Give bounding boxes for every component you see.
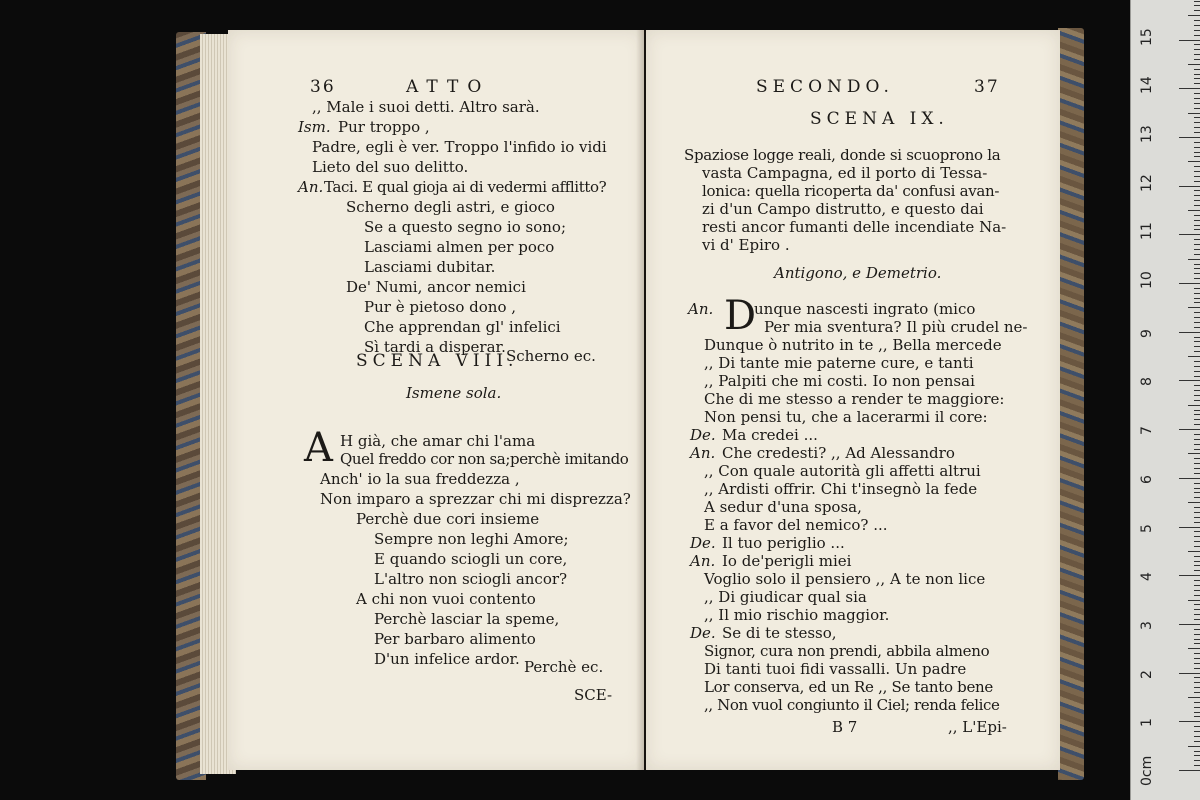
ruler-tick: [1194, 643, 1200, 644]
verse-line: ,, Con quale autorità gli affetti altrui: [704, 462, 981, 480]
ruler-tick: [1194, 59, 1200, 60]
verse-line: Ma credei ...: [722, 426, 818, 444]
ruler-tick: [1188, 600, 1200, 601]
verse-line: D'un infelice ardor.: [374, 650, 520, 668]
ruler-label: 2: [1139, 669, 1155, 679]
speaker-label: De.: [690, 534, 716, 552]
ruler-tick: [1194, 755, 1200, 756]
drop-cap: A: [304, 425, 333, 471]
ruler-tick: [1194, 351, 1200, 352]
verse-line: ,, Palpiti che mi costi. Io non pensai: [704, 372, 975, 390]
ruler-tick: [1194, 215, 1200, 216]
verse-line: Non imparo a sprezzar chi mi disprezza?: [320, 490, 631, 508]
ruler-tick: [1194, 765, 1200, 766]
verse-line: Non pensi tu, che a lacerarmi il core:: [704, 408, 988, 426]
ruler-tick: [1179, 575, 1200, 576]
ruler-tick: [1179, 624, 1200, 625]
ruler-tick: [1194, 390, 1200, 391]
ruler-tick: [1194, 361, 1200, 362]
verse-line: Taci. E qual gioja ai di vedermi afflitto?: [324, 178, 607, 196]
ruler-tick: [1194, 142, 1200, 143]
verse-line: Il tuo periglio ...: [722, 534, 845, 552]
ruler-tick: [1194, 337, 1200, 338]
ruler-tick: [1194, 531, 1200, 532]
ruler-tick: [1194, 322, 1200, 323]
ruler-tick: [1194, 400, 1200, 401]
ruler-tick: [1188, 161, 1200, 162]
ruler-tick: [1194, 736, 1200, 737]
verse-line: Che credesti? ,, Ad Alessandro: [722, 444, 955, 462]
ruler-tick: [1194, 677, 1200, 678]
verse-line: Pur è pietoso dono ,: [364, 298, 517, 316]
ruler-label: 0cm: [1139, 755, 1155, 786]
verse-line: ,, Di giudicar qual sia: [704, 588, 867, 606]
verse-line: Che apprendan gl' infelici: [364, 318, 561, 336]
repeat-cue: Perchè ec.: [524, 658, 604, 676]
ruler-tick: [1194, 5, 1200, 6]
ruler-tick: [1188, 405, 1200, 406]
ruler-tick: [1194, 712, 1200, 713]
speaker-label: Ism.: [298, 118, 331, 136]
verse-line: H già, che amar chi l'ama: [340, 432, 536, 450]
ruler-tick: [1179, 527, 1200, 528]
verse-line: Se di te stesso,: [722, 624, 837, 642]
ruler-label: 15: [1139, 27, 1155, 46]
verse-line: Io de'perigli miei: [722, 552, 852, 570]
ruler-tick: [1194, 424, 1200, 425]
stage-direction: Spaziose logge reali, donde si scuoprono la: [684, 146, 1001, 164]
ruler-tick: [1194, 35, 1200, 36]
ruler-tick: [1194, 108, 1200, 109]
ruler-label: 7: [1139, 426, 1155, 436]
verse-line: ,, Ardisti offrir. Chi t'insegnò la fede: [704, 480, 978, 498]
ruler-tick: [1194, 54, 1200, 55]
verse-line: E quando sciogli un core,: [374, 550, 568, 568]
verse-line: unque nascesti ingrato (mico: [754, 300, 976, 318]
ruler-tick: [1188, 502, 1200, 503]
ruler-tick: [1194, 702, 1200, 703]
verse-line: Pur troppo ,: [338, 118, 430, 136]
verse-line: ,, Di tante mie paterne cure, e tanti: [704, 354, 974, 372]
ruler-tick: [1194, 83, 1200, 84]
ruler-tick: [1194, 327, 1200, 328]
catchword: ,, L'Epi-: [948, 718, 1007, 736]
ruler-tick: [1194, 565, 1200, 566]
verse-line: Sempre non leghi Amore;: [374, 530, 569, 548]
ruler-tick: [1188, 697, 1200, 698]
ruler-tick: [1179, 332, 1200, 333]
ruler-tick: [1194, 30, 1200, 31]
verse-line: Quel freddo cor non sa;perchè imitando: [340, 450, 629, 468]
verse-line: Perchè due cori insieme: [356, 510, 540, 528]
ruler-tick: [1194, 98, 1200, 99]
ruler-tick: [1194, 707, 1200, 708]
ruler-tick: [1188, 15, 1200, 16]
ruler-tick: [1194, 522, 1200, 523]
ruler-tick: [1194, 580, 1200, 581]
ruler-tick: [1194, 278, 1200, 279]
ruler-tick: [1194, 205, 1200, 206]
ruler-tick: [1194, 483, 1200, 484]
ruler-tick: [1194, 69, 1200, 70]
ruler-tick: [1194, 439, 1200, 440]
ruler-tick: [1188, 210, 1200, 211]
stage-direction: vi d' Epiro .: [702, 236, 790, 254]
ruler-tick: [1194, 463, 1200, 464]
ruler-tick: [1194, 595, 1200, 596]
ruler-tick: [1179, 40, 1200, 41]
ruler-tick: [1194, 181, 1200, 182]
verse-line: Scherno degli astri, e gioco: [346, 198, 555, 216]
drop-cap: D: [724, 293, 757, 339]
catchword: SCE-: [574, 686, 613, 704]
verse-line: L'altro non sciogli ancor?: [374, 570, 568, 588]
ruler-tick: [1188, 746, 1200, 747]
right-page-number: 37: [974, 77, 1000, 97]
ruler-tick: [1194, 371, 1200, 372]
ruler-tick: [1194, 117, 1200, 118]
ruler-tick: [1194, 195, 1200, 196]
ruler-tick: [1194, 536, 1200, 537]
ruler-tick: [1194, 497, 1200, 498]
ruler-tick: [1194, 619, 1200, 620]
ruler-tick: [1194, 93, 1200, 94]
ruler-tick: [1194, 546, 1200, 547]
ruler-tick: [1194, 249, 1200, 250]
ruler-tick: [1194, 434, 1200, 435]
ruler-label: 5: [1139, 523, 1155, 533]
ruler-tick: [1194, 692, 1200, 693]
verse-line: Lasciami almen per poco: [364, 238, 555, 256]
verse-line: Che di me stesso a render te maggiore:: [704, 390, 1005, 408]
ruler-tick: [1194, 171, 1200, 172]
ruler-tick: [1179, 283, 1200, 284]
ruler-tick: [1194, 376, 1200, 377]
verse-line: Lieto del suo delitto.: [312, 158, 469, 176]
ruler-tick: [1194, 122, 1200, 123]
ruler-tick: [1194, 473, 1200, 474]
left-page-number: 36: [310, 77, 336, 97]
verse-line: A chi non vuoi contento: [356, 590, 536, 608]
ruler-tick: [1194, 561, 1200, 562]
speaker-label: An.: [690, 444, 716, 462]
ruler-tick: [1194, 293, 1200, 294]
ruler-tick: [1179, 380, 1200, 381]
ruler-tick: [1194, 604, 1200, 605]
ruler-tick: [1194, 541, 1200, 542]
ruler-tick: [1194, 264, 1200, 265]
ruler-tick: [1194, 49, 1200, 50]
verse-line: Anch' io la sua freddezza ,: [320, 470, 520, 488]
verse-line: De' Numi, ancor nemici: [346, 278, 526, 296]
ruler-tick: [1194, 74, 1200, 75]
ruler-tick: [1194, 25, 1200, 26]
ruler-tick: [1188, 356, 1200, 357]
ruler-label: 1: [1139, 718, 1155, 728]
scene-characters: Antigono, e Demetrio.: [774, 264, 942, 282]
verse-line: Lasciami dubitar.: [364, 258, 496, 276]
scene-title: SCENA VIII.: [356, 351, 519, 371]
ruler-tick: [1194, 663, 1200, 664]
ruler-tick: [1194, 225, 1200, 226]
ruler-tick: [1194, 512, 1200, 513]
ruler-tick: [1179, 770, 1200, 771]
ruler-tick: [1179, 673, 1200, 674]
ruler-tick: [1194, 556, 1200, 557]
ruler-tick: [1194, 585, 1200, 586]
ruler-tick: [1188, 551, 1200, 552]
stage-direction: lonica: quella ricoperta da' confusi avan-: [702, 182, 1000, 200]
right-running-head: SECONDO.: [756, 77, 894, 97]
ruler-label: 6: [1139, 474, 1155, 484]
ruler-tick: [1179, 478, 1200, 479]
ruler-tick: [1179, 137, 1200, 138]
ruler-tick: [1194, 668, 1200, 669]
ruler-tick: [1194, 147, 1200, 148]
ruler-label: 13: [1139, 125, 1155, 143]
ruler-tick: [1194, 127, 1200, 128]
verse-line: Dunque ò nutrito in te ,, Bella mercede: [704, 336, 1002, 354]
ruler-tick: [1194, 268, 1200, 269]
ruler-tick: [1194, 1, 1200, 2]
ruler-tick: [1194, 200, 1200, 201]
ruler-tick: [1194, 682, 1200, 683]
ruler-tick: [1194, 731, 1200, 732]
ruler-label: 11: [1139, 222, 1155, 241]
ruler-tick: [1188, 259, 1200, 260]
verse-line: ,, Il mio rischio maggior.: [704, 606, 890, 624]
ruler-tick: [1194, 254, 1200, 255]
ruler-label: 8: [1139, 377, 1155, 387]
ruler-tick: [1194, 341, 1200, 342]
ruler-tick: [1194, 385, 1200, 386]
ruler-tick: [1194, 410, 1200, 411]
ruler-tick: [1194, 190, 1200, 191]
right-page: [646, 30, 1060, 770]
ruler-label: 14: [1139, 76, 1155, 95]
ruler-tick: [1194, 658, 1200, 659]
speaker-label: An.: [298, 178, 324, 196]
ruler-tick: [1194, 639, 1200, 640]
measurement-ruler: [1130, 0, 1200, 800]
ruler-tick: [1194, 78, 1200, 79]
ruler-tick: [1194, 302, 1200, 303]
ruler-tick: [1188, 453, 1200, 454]
ruler-tick: [1194, 317, 1200, 318]
ruler-tick: [1194, 444, 1200, 445]
ruler-tick: [1194, 634, 1200, 635]
stage-direction: vasta Campagna, ed il porto di Tessa-: [702, 164, 988, 182]
ruler-tick: [1194, 298, 1200, 299]
verse-line: Per mia sventura? Il più crudel ne-: [764, 318, 1028, 336]
ruler-tick: [1194, 488, 1200, 489]
verse-line: Di tanti tuoi fidi vassalli. Un padre: [704, 660, 967, 678]
ruler-tick: [1194, 20, 1200, 21]
verse-line: Se a questo segno io sono;: [364, 218, 567, 236]
ruler-tick: [1194, 517, 1200, 518]
verse-line: Signor, cura non prendi, abbila almeno: [704, 642, 990, 660]
ruler-tick: [1194, 229, 1200, 230]
verse-line: Sì tardi a disperar.: [364, 338, 506, 356]
ruler-label: 4: [1139, 572, 1155, 582]
ruler-tick: [1194, 570, 1200, 571]
ruler-tick: [1194, 220, 1200, 221]
ruler-tick: [1194, 239, 1200, 240]
stage-direction: resti ancor fumanti delle incendiate Na-: [702, 218, 1007, 236]
ruler-tick: [1194, 103, 1200, 104]
repeat-cue: Scherno ec.: [506, 347, 596, 365]
speaker-label: De.: [690, 426, 716, 444]
scene-character: Ismene sola.: [406, 384, 502, 402]
verse-line: Padre, egli è ver. Troppo l'infido io vidi: [312, 138, 607, 156]
ruler-label: 9: [1139, 328, 1155, 338]
ruler-tick: [1194, 468, 1200, 469]
ruler-tick: [1179, 721, 1200, 722]
ruler-tick: [1194, 741, 1200, 742]
book-binding-right: [1058, 28, 1084, 780]
ruler-tick: [1194, 156, 1200, 157]
ruler-tick: [1194, 458, 1200, 459]
ruler-tick: [1194, 726, 1200, 727]
ruler-tick: [1194, 395, 1200, 396]
verse-line: ,, Male i suoi detti. Altro sarà.: [312, 98, 540, 116]
ruler-tick: [1194, 419, 1200, 420]
ruler-tick: [1194, 273, 1200, 274]
verse-line: Lor conserva, ed un Re ,, Se tanto bene: [704, 678, 993, 696]
ruler-tick: [1194, 687, 1200, 688]
ruler-tick: [1194, 614, 1200, 615]
ruler-tick: [1194, 507, 1200, 508]
ruler-tick: [1194, 152, 1200, 153]
ruler-tick: [1179, 186, 1200, 187]
left-running-head: ATTO: [406, 77, 491, 97]
ruler-tick: [1179, 234, 1200, 235]
ruler-label: 3: [1139, 620, 1155, 630]
ruler-tick: [1179, 429, 1200, 430]
ruler-tick: [1194, 629, 1200, 630]
verse-line: Voglio solo il pensiero ,, A te non lice: [704, 570, 986, 588]
ruler-tick: [1194, 176, 1200, 177]
ruler-tick: [1194, 751, 1200, 752]
ruler-tick: [1194, 366, 1200, 367]
speaker-label: De.: [690, 624, 716, 642]
ruler-tick: [1194, 609, 1200, 610]
ruler-tick: [1194, 44, 1200, 45]
ruler-tick: [1188, 648, 1200, 649]
ruler-tick: [1194, 653, 1200, 654]
verse-line: Per barbaro alimento: [374, 630, 536, 648]
left-page: [228, 30, 644, 770]
ruler-tick: [1194, 760, 1200, 761]
ruler-tick: [1188, 113, 1200, 114]
speaker-label: An.: [690, 552, 716, 570]
ruler-tick: [1194, 10, 1200, 11]
ruler-tick: [1194, 346, 1200, 347]
verse-line: E a favor del nemico? ...: [704, 516, 888, 534]
verse-line: Perchè lasciar la speme,: [374, 610, 560, 628]
ruler-tick: [1194, 312, 1200, 313]
stage-direction: zi d'un Campo distrutto, e questo dai: [702, 200, 984, 218]
ruler-tick: [1194, 590, 1200, 591]
ruler-tick: [1194, 414, 1200, 415]
ruler-tick: [1194, 288, 1200, 289]
speaker-label: An.: [688, 300, 714, 318]
signature-mark: B 7: [832, 718, 858, 736]
verse-line: ,, Non vuol congiunto il Ciel; renda felice: [704, 696, 1000, 714]
verse-line: A sedur d'una sposa,: [704, 498, 862, 516]
ruler-tick: [1194, 492, 1200, 493]
ruler-label: 10: [1139, 271, 1155, 289]
ruler-tick: [1194, 166, 1200, 167]
ruler-tick: [1188, 307, 1200, 308]
ruler-tick: [1194, 449, 1200, 450]
ruler-tick: [1194, 716, 1200, 717]
ruler-tick: [1194, 132, 1200, 133]
ruler-tick: [1179, 88, 1200, 89]
ruler-tick: [1194, 244, 1200, 245]
ruler-tick: [1188, 64, 1200, 65]
ruler-label: 12: [1139, 173, 1155, 192]
scene-title: SCENA IX.: [810, 109, 949, 129]
